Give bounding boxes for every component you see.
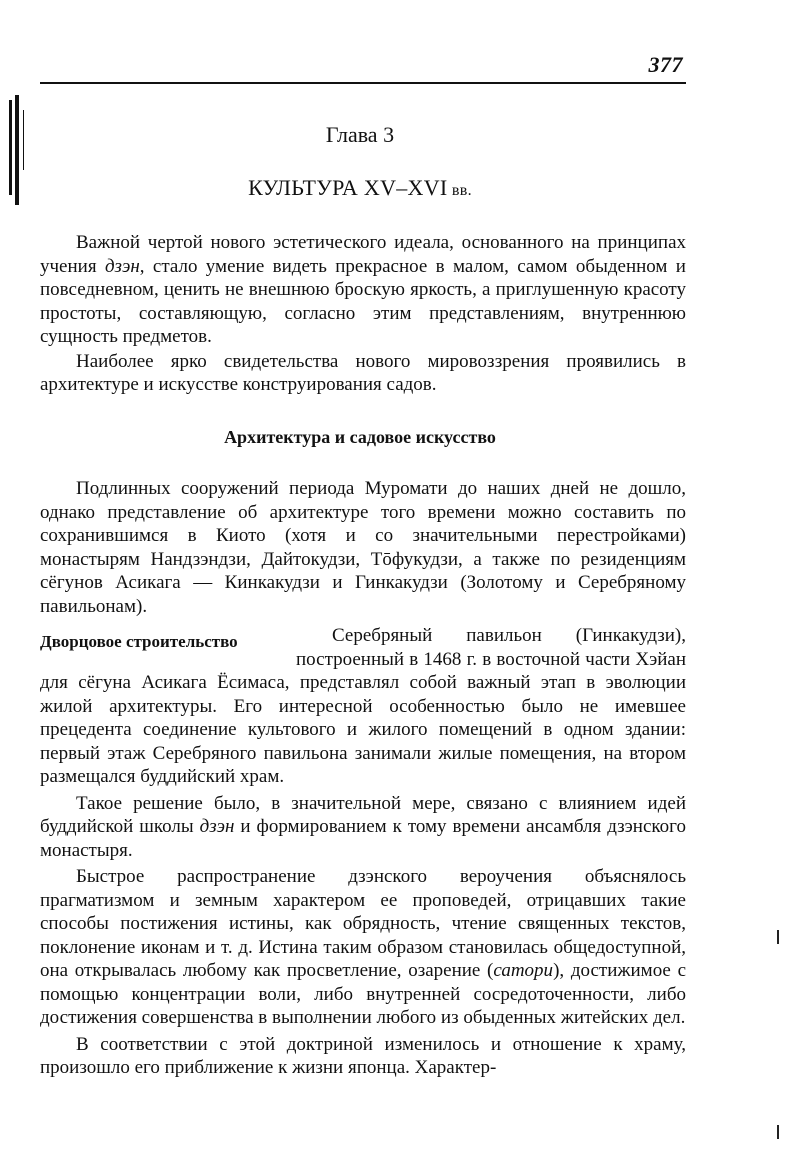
chapter-number: Глава 3 [325, 122, 395, 147]
intro-text [40, 231, 686, 397]
paragraph: Подлинных сооружений периода Муромати до наших дней не дошло, однако представление об архитектуре того времени можно составить по сохранившимся в Киото (хотя и со значительными перестройками) монастырям Нандзэндзи, Дайтокудзи, Тōфукудзи, а также по резиденциям сёгунов Асикага — Кинкакудзи и Гинкакудзи (Золотому и Серебряному павильонам). [40, 478, 686, 617]
paragraph [40, 865, 686, 1030]
paragraph [40, 231, 686, 349]
palace-text [40, 624, 686, 1080]
side-heading: Дворцовое строительство [40, 632, 238, 651]
section-heading: Архитектура и садовое искусство [224, 427, 496, 447]
page-number: 377 [648, 52, 683, 77]
paragraph [40, 792, 686, 863]
paragraph [40, 624, 686, 789]
chapter-title-suffix: вв. [447, 182, 472, 199]
paragraph-text: , стало умение видеть прекрасное в малом, самом обыденном и повседневном, ценить не внешнюю броскую яркость, а приглушенную красоту простоты, составляющую, согласно этим представлениям, внутреннюю сущность предметов. [40, 255, 686, 347]
emphasis-term: дзэн [199, 816, 235, 837]
edge-scan-mark [777, 930, 779, 944]
emphasis-term: сатори [493, 960, 554, 981]
paragraph-text: Серебряный павильон (Гинкакудзи), построенный в 1468 г. в восточной части Хэйан для сёгуна Асикага Ёсимаса, представлял собой важный этап в эволюции жилой архитектуры. Его интересной особенностью было не имевшее прецедента соединение культового и жилого помещений в одном здании: первый этаж Серебряного павильона занимали жилые помещения, на втором размещался буддийский храм. [40, 625, 686, 787]
paragraph-text: ), достижимое с помощью концентрации воли, либо внутренней сосредоточенности, либо достижения совершенства в выполнении любого из обыденных житейских дел. [40, 960, 686, 1028]
paragraph: Наиболее ярко свидетельства нового мировоззрения проявились в архитектуре и искусстве конструирования садов. [40, 350, 686, 395]
paragraph-text: Быстрое распространение дзэнского вероучения объяснялось прагматизмом и земным характером ее проповедей, отрицавших такие способы постижения истины, как обрядность, чтение священных текстов, поклонение иконам и т. д. Истина таким образом становилась общедоступной, она открывалась любому как просветление, озарение ( [40, 866, 686, 981]
chapter-title-main: КУЛЬТУРА XV–XVI [248, 175, 448, 200]
edge-scan-mark [777, 1125, 779, 1139]
emphasis-term: дзэн [104, 255, 140, 277]
paragraph-text: Такое решение было, в значительной мере, связано с влиянием идей буддийской школы [40, 792, 686, 837]
paragraph-text: Важной чертой нового эстетического идеала, основанного на принципах учения [40, 232, 686, 277]
paragraph: В соответствии с этой доктриной изменилось и отношение к храму, произошло его приближение к жизни японца. Характер- [40, 1033, 686, 1078]
section-text [40, 477, 686, 618]
header-rule [40, 82, 686, 84]
chapter-title [0, 175, 720, 201]
paragraph-text: и формированием к тому времени ансамбля дзэнского монастыря. [40, 816, 686, 861]
